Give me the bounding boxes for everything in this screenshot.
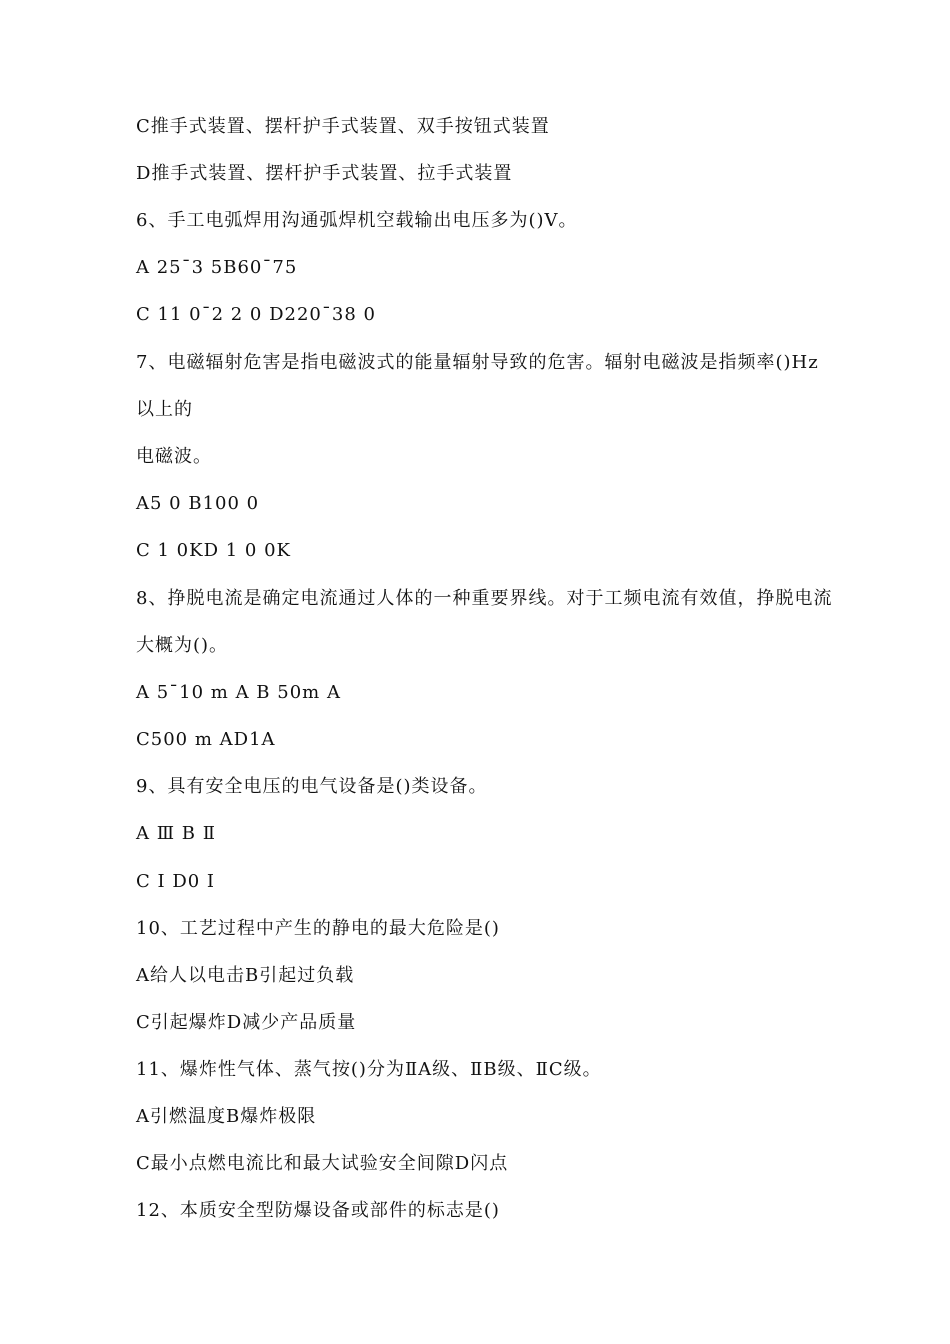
text-line: 6、手工电弧焊用沟通弧焊机空载输出电压多为()V。 bbox=[136, 210, 578, 231]
text-line: C最小点燃电流比和最大试验安全间隙D闪点 bbox=[136, 1153, 509, 1174]
text-line: C推手式装置、摆杆护手式装置、双手按钮式装置 bbox=[136, 116, 550, 137]
text-line: 11、爆炸性气体、蒸气按()分为ⅡA级、ⅡB级、ⅡC级。 bbox=[136, 1059, 602, 1080]
text-line: C 11 0¯2 2 0 D220¯38 0 bbox=[136, 304, 376, 325]
text-line: 8、挣脱电流是确定电流通过人体的一种重要界线。对于工频电流有效值，挣脱电流 bbox=[136, 588, 833, 609]
text-line: 7、电磁辐射危害是指电磁波式的能量辐射导致的危害。辐射电磁波是指频率()Hz bbox=[136, 352, 819, 373]
text-line: D推手式装置、摆杆护手式装置、拉手式装置 bbox=[136, 163, 513, 184]
text-line: A引燃温度B爆炸极限 bbox=[136, 1106, 317, 1127]
text-line: C Ⅰ D0 Ⅰ bbox=[136, 871, 216, 892]
text-line: A 25¯3 5B60¯75 bbox=[136, 257, 298, 278]
text-line: A 5¯10 m A B 50m A bbox=[136, 682, 341, 703]
text-line: 以上的 bbox=[136, 399, 193, 420]
text-line: A给人以电击B引起过负载 bbox=[136, 965, 355, 986]
text-line: C引起爆炸D减少产品质量 bbox=[136, 1012, 357, 1033]
text-line: 9、具有安全电压的电气设备是()类设备。 bbox=[136, 776, 488, 797]
text-line: 12、本质安全型防爆设备或部件的标志是() bbox=[136, 1200, 500, 1221]
text-line: 电磁波。 bbox=[136, 446, 212, 467]
text-line: 大概为()。 bbox=[136, 635, 229, 656]
text-line: 10、工艺过程中产生的静电的最大危险是() bbox=[136, 918, 500, 939]
text-line: C500 m AD1A bbox=[136, 729, 276, 750]
text-line: A5 0 B100 0 bbox=[136, 493, 260, 514]
text-line: A Ⅲ B Ⅱ bbox=[136, 823, 216, 844]
text-line: C 1 0KD 1 0 0K bbox=[136, 540, 291, 561]
